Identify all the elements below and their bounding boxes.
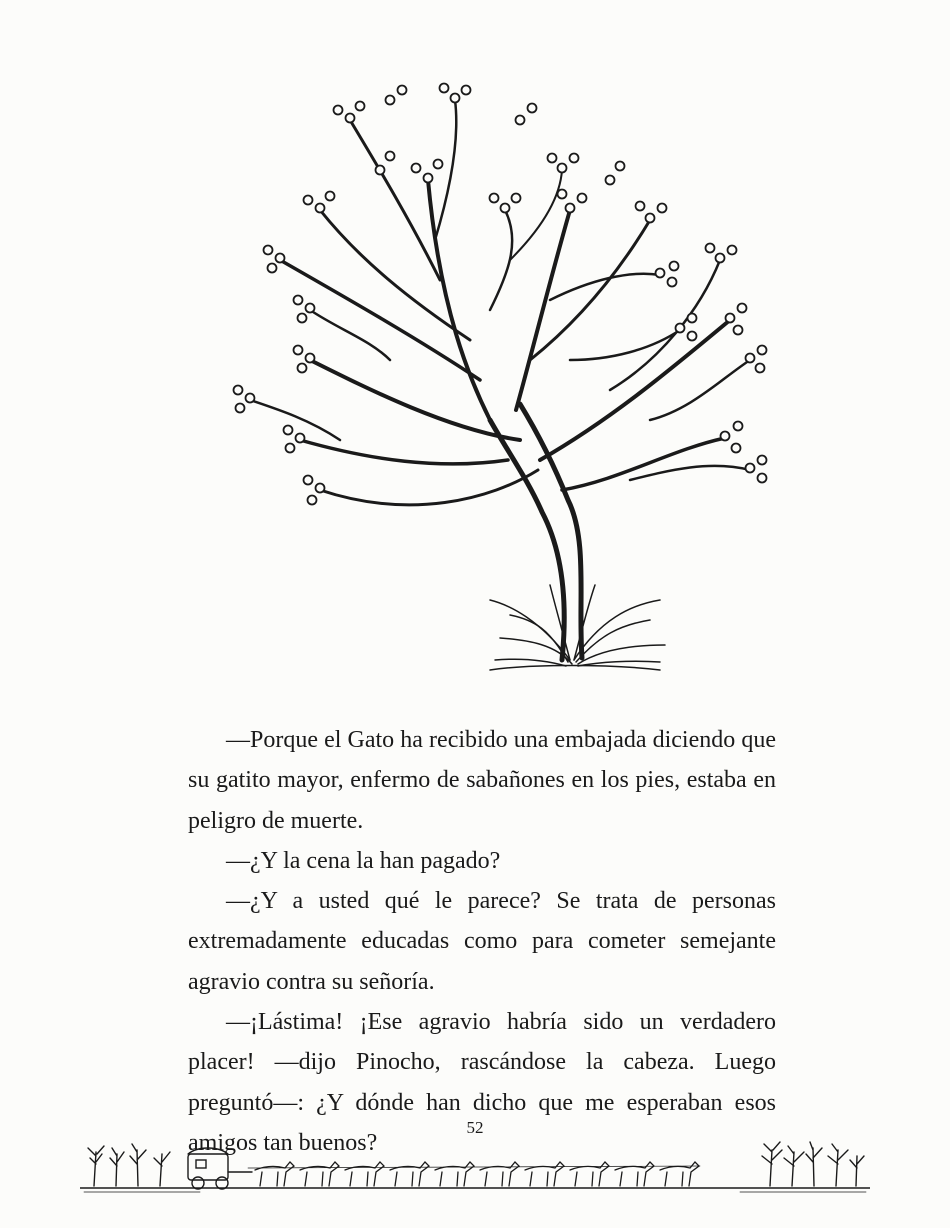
body-text bbox=[188, 720, 776, 1163]
paragraph-2: —¿Y la cena la han pagado? bbox=[226, 847, 501, 874]
horse-carriage-frieze-icon bbox=[80, 1136, 870, 1200]
tree-illustration bbox=[190, 60, 780, 680]
paragraph-1: —Porque el Gato ha recibido una embajada diciendo que su gatito mayor, enfermo de sabañones en los pies, estaba en peligro de muerte. bbox=[188, 727, 776, 834]
page-number: 52 bbox=[466, 1118, 484, 1137]
paragraph-4: —¡Lástima! ¡Ese agravio habría sido un verdadero placer! —dijo Pinocho, rascándose la cabeza. Luego preguntó—: ¿Y dónde han dicho que me esperaban esos amigos tan buenos? bbox=[188, 1009, 776, 1156]
paragraph-3: —¿Y a usted qué le parece? Se trata de personas extremadamente educadas como para cometer semejante agravio contra su señoría. bbox=[188, 888, 776, 995]
